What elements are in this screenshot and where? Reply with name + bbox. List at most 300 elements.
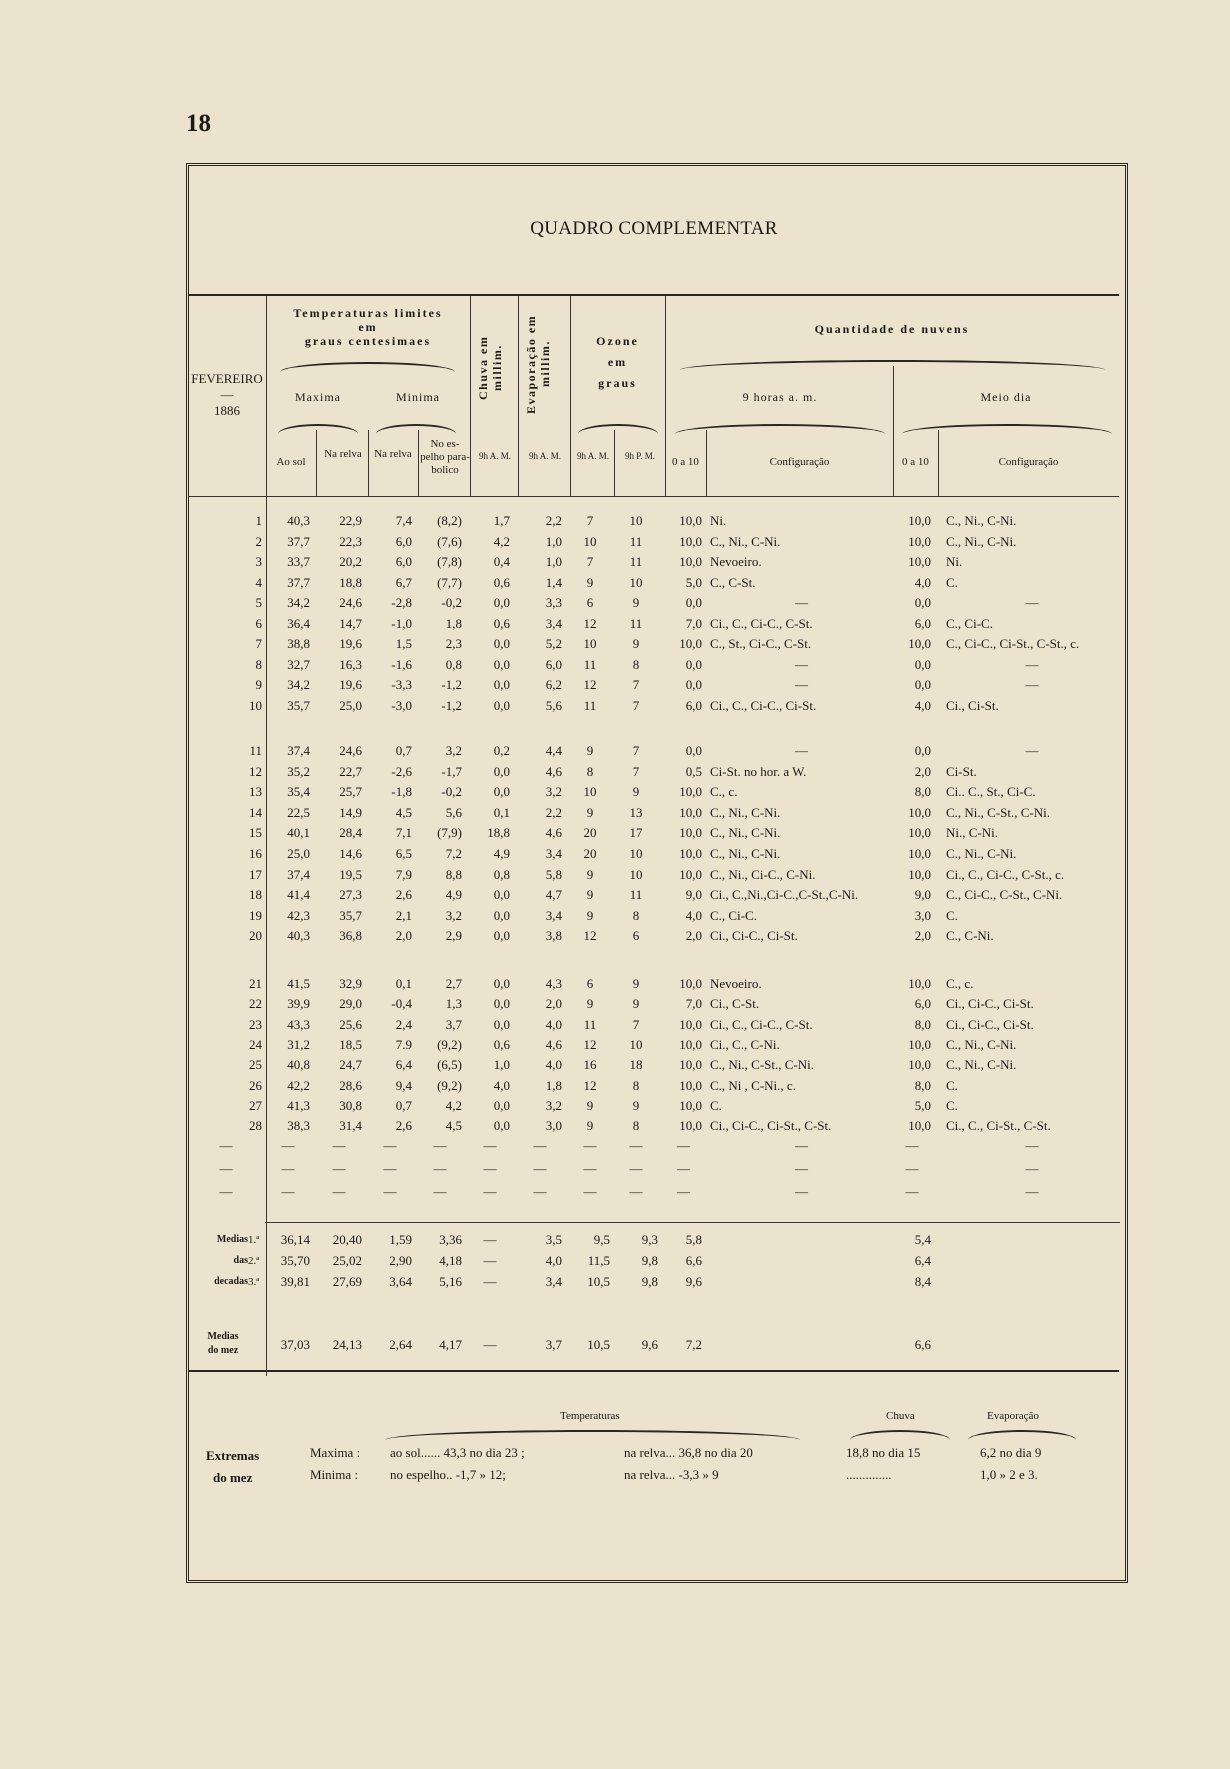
cell-na-relva-max: 16,3 [339,656,362,672]
decada-ozone-am: 10,5 [587,1274,610,1289]
cell-day: 1 [255,513,262,528]
cell-nuvens-md: 9,0 [914,887,931,903]
cell-chuva: 0,0 [493,636,510,651]
cell-na-relva-min: 7.9 [395,1036,412,1052]
zero-dez-header-2: 0 a 10 [902,456,929,468]
cell-evaporacao: 3,2 [545,1097,562,1113]
min-espelho: no espelho.. -1,7 » 12; [390,1467,506,1482]
decadas-label: Medias [216,1234,248,1245]
cell-espelho: — [433,1184,447,1199]
cell-nuvens-md: 10,0 [908,533,931,549]
cell-nuvens-md: 10,0 [908,804,931,820]
cell-na-relva-max: 22,3 [339,533,362,549]
nuvens-header: Quantidade de nuvens [814,322,970,336]
cell-config-md: C., Ni., C-Ni. [946,1036,1017,1052]
decada-evaporacao: 4,0 [545,1253,562,1268]
cell-nuvens-md: 2,0 [914,763,931,779]
min-evap: 1,0 » 2 e 3. [980,1467,1038,1482]
cell-day: 28 [249,1118,262,1134]
cell-evaporacao: — [533,1161,547,1176]
cell-nuvens-md: 5,0 [914,1097,931,1113]
col-divider [570,296,571,496]
cell-ozone-pm: 6 [632,928,640,944]
cell-config-md: Ni., C-Ni. [946,825,998,841]
cell-na-relva-max: 25,7 [339,784,362,800]
cell-day: 15 [249,825,262,841]
cell-na-relva-max: 19,5 [339,866,362,882]
mez-na-relva-max: 24,13 [332,1337,362,1352]
cell-ozone-am: 10 [583,636,597,651]
cell-ozone-am: 9 [586,866,594,882]
cell-config-am: C., Ni , C-Ni., c. [710,1077,796,1093]
decada-na-relva-min: 3,64 [389,1274,412,1289]
cell-ozone-pm: 10 [629,1036,643,1052]
cell-evaporacao: 3,8 [545,928,562,944]
cell-ozone-am: 16 [583,1057,597,1073]
cell-na-relva-max: 29,0 [339,996,362,1012]
cell-day: 16 [249,846,262,861]
cell-day: 26 [249,1077,262,1093]
cell-na-relva-min: 1,5 [395,636,412,651]
cell-ao-sol: — [281,1161,295,1176]
cell-nuvens-md: — [905,1184,919,1199]
cell-ozone-pm: — [629,1161,643,1176]
cell-na-relva-max: 35,7 [339,907,362,923]
cell-na-relva-max: 24,6 [339,743,362,758]
cell-na-relva-min: -1,6 [391,656,412,672]
cell-chuva: 0,0 [493,1097,510,1113]
cell-nuvens-md: 10,0 [908,636,931,651]
decada-na-relva-max: 27,69 [332,1274,362,1289]
cell-day: 21 [249,976,262,991]
cell-ao-sol: 35,7 [287,697,310,713]
cell-day: 17 [249,866,262,882]
cell-ozone-am: 9 [586,743,594,758]
cell-config-am: C., Ni., Ci-C., C-Ni. [710,866,816,882]
cell-espelho: (7,9) [437,825,462,841]
cell-na-relva-min: — [383,1138,397,1153]
cell-nuvens-am: 10,0 [679,554,702,569]
mez-ao-sol: 37,03 [280,1337,310,1352]
cell-evaporacao: 4,6 [545,825,562,841]
cell-nuvens-am: 5,0 [685,574,702,590]
maxima-header: Maxima [295,390,341,404]
cell-nuvens-md: 8,0 [914,1077,931,1093]
cell-config-md: C. [946,1077,958,1093]
cell-na-relva-min: 6,0 [395,533,412,549]
cell-ozone-pm: 9 [632,784,640,800]
cell-ozone-pm: 7 [632,677,640,692]
cell-nuvens-md: 8,0 [914,1016,931,1032]
cell-evaporacao: — [533,1138,547,1153]
cell-chuva: 0,2 [493,743,510,758]
cell-na-relva-min: 2,1 [395,907,412,923]
cell-config-md: — [1025,1161,1039,1176]
mez-nuvens-md: 6,6 [914,1337,931,1352]
cell-nuvens-md: 8,0 [914,784,931,800]
decada-chuva: — [483,1253,497,1268]
mez-label: do mez [207,1345,239,1356]
decada-chuva: — [483,1274,497,1289]
ao-sol-header: Ao sol [276,456,306,468]
cell-ozone-am: 12 [583,1036,597,1052]
cell-ozone-pm: 8 [632,656,640,672]
cell-espelho: 2,3 [445,636,462,651]
header-rule [189,496,1119,497]
cell-chuva: 0,0 [493,996,510,1012]
cell-day: 10 [249,697,262,713]
mez-label: Medias [207,1331,239,1342]
decada-decada: 1.ª [248,1234,260,1246]
cell-day: 19 [249,907,262,923]
cell-evaporacao: 5,2 [545,636,562,651]
max-relva: na relva... 36,8 no dia 20 [624,1445,753,1460]
cell-ao-sol: 40,8 [287,1057,310,1073]
cell-day: — [219,1184,233,1199]
cell-chuva: 1,0 [493,1057,510,1073]
cell-espelho: -0,2 [441,595,462,610]
cell-na-relva-max: 14,9 [339,804,362,820]
decada-ozone-pm: 9,8 [641,1274,658,1289]
monthly-rule [189,1370,1119,1372]
extremos-temp-header: Temperaturas [560,1410,620,1422]
cell-nuvens-am: 2,0 [685,928,702,944]
cell-config-md: Ci., C., Ci-C., C-St., c. [946,866,1065,882]
cell-na-relva-min: -1,0 [391,615,412,631]
cell-config-am: C., c. [710,784,738,800]
cell-na-relva-min: -3,3 [391,677,412,692]
cell-ao-sol: 34,2 [287,677,310,692]
cell-config-md: Ci., Ci-C., Ci-St. [946,996,1034,1012]
min-relva: na relva... -3,3 » 9 [624,1467,719,1482]
mez-nuvens-am: 7,2 [685,1337,702,1352]
cell-ozone-pm: 9 [632,976,640,991]
cell-nuvens-md: 0,0 [914,677,931,692]
cell-na-relva-max: — [332,1184,346,1199]
cell-config-md: — [1025,656,1039,672]
cell-config-am: — [795,1184,808,1199]
cell-chuva: — [483,1138,497,1153]
max-sol: ao sol...... 43,3 no dia 23 ; [390,1445,525,1460]
nine-am-header: 9 horas a. m. [742,390,818,404]
cell-config-md: — [1025,1138,1039,1153]
cell-espelho: -1,2 [441,677,462,692]
cell-espelho: 2,7 [445,976,462,991]
ozone-9pm-header: 9h P. M. [624,451,655,461]
cell-ozone-am: — [583,1161,597,1176]
cell-nuvens-am: 10,0 [679,533,702,549]
cell-nuvens-md: — [905,1161,919,1176]
month-year: 1886 [214,403,240,418]
cell-na-relva-min: -2,6 [391,763,412,779]
na-relva-min-header: Na relva [374,448,412,460]
cell-nuvens-am: — [677,1161,690,1176]
cell-nuvens-am: — [677,1138,690,1153]
cell-ozone-pm: 9 [632,595,640,610]
cell-chuva: 0,8 [493,866,510,882]
cell-nuvens-md: 10,0 [908,513,931,528]
cell-ao-sol: 39,9 [287,996,310,1012]
cell-na-relva-max: 28,6 [339,1077,362,1093]
cell-chuva: 0,0 [493,928,510,944]
cell-ao-sol: 42,3 [287,907,310,923]
cell-chuva: — [483,1184,497,1199]
decada-ozone-am: 11,5 [587,1253,610,1268]
cell-espelho: 1,8 [445,615,462,631]
cell-config-am: C., St., Ci-C., C-St. [710,636,812,651]
cell-espelho: 2,9 [445,928,462,944]
cell-na-relva-min: 2,0 [395,928,412,944]
cell-config-md: C., Ci-C., C-St., C-Ni. [946,887,1063,903]
cell-chuva: 0,0 [493,887,510,903]
cell-config-am: — [795,743,808,758]
cell-day: 20 [249,928,262,944]
cell-chuva: 4,0 [493,1077,510,1093]
cell-ozone-am: 10 [583,533,597,549]
cell-na-relva-min: 7,9 [395,866,412,882]
decada-ozone-pm: 9,3 [641,1232,658,1247]
cell-day: 23 [249,1016,262,1032]
cell-evaporacao: 3,4 [545,846,562,861]
cell-evaporacao: 5,8 [545,866,562,882]
cell-config-md: Ci.. C., St., Ci-C. [946,784,1036,800]
cell-ozone-am: 11 [583,656,597,672]
cell-nuvens-md: — [905,1138,919,1153]
cell-chuva: 0,4 [493,554,510,569]
cell-na-relva-min: 2,4 [395,1016,412,1032]
cell-ao-sol: 32,7 [287,656,310,672]
cell-day: 18 [249,887,262,903]
cell-day: 14 [249,804,262,820]
cell-ao-sol: 42,2 [287,1077,310,1093]
cell-na-relva-max: 32,9 [339,976,362,991]
temp-header-graus: graus centesimaes [304,334,432,348]
cell-ao-sol: 37,4 [287,866,310,882]
cell-na-relva-min: 6,0 [395,554,412,569]
cell-config-md: — [1025,677,1039,692]
cell-nuvens-md: 6,0 [914,996,931,1012]
cell-ozone-am: 9 [586,907,594,923]
cell-nuvens-am: 10,0 [679,1016,702,1032]
cell-nuvens-md: 6,0 [914,615,931,631]
cell-na-relva-min: -0,4 [391,996,412,1012]
cell-nuvens-am: 10,0 [679,846,702,861]
cell-evaporacao: 2,2 [545,513,562,528]
cell-evaporacao: 4,6 [545,1036,562,1052]
cell-espelho: 1,3 [445,996,462,1012]
cell-day: 24 [249,1036,262,1052]
cell-espelho: — [433,1138,447,1153]
cell-nuvens-am: 10,0 [679,1118,702,1134]
cell-espelho: (7,7) [437,574,462,590]
summary-rule [265,1222,1120,1223]
cell-evaporacao: 4,6 [545,763,562,779]
cell-config-am: — [795,656,808,672]
cell-ozone-am: 9 [586,1118,594,1134]
cell-ozone-pm: 8 [632,907,640,923]
cell-espelho: 7,2 [445,846,462,861]
cell-config-md: C., Ni., C-St., C-Ni. [946,804,1051,820]
evap-9am-header: 9h A. M. [528,451,561,461]
cell-day: 6 [255,615,262,631]
cell-ozone-am: 20 [583,846,597,861]
cell-chuva: 0,0 [493,784,510,800]
cell-nuvens-am: 10,0 [679,825,702,841]
cell-ozone-am: 9 [586,574,594,590]
cell-config-am: Ci., Ci-C., Ci-St., C-St. [710,1118,832,1134]
chuva-header: Chuva em millim. [476,335,504,401]
cell-evaporacao: 3,4 [545,907,562,923]
cell-evaporacao: 1,4 [545,574,562,590]
cell-evaporacao: 3,3 [545,595,562,610]
cell-chuva: 0,0 [493,595,510,610]
cell-na-relva-max: 24,6 [339,595,362,610]
cell-nuvens-am: 10,0 [679,976,702,991]
cell-evaporacao: 4,0 [545,1057,562,1073]
cell-config-am: — [795,677,808,692]
decada-ao-sol: 35,70 [280,1253,310,1268]
cell-ozone-am: 11 [583,697,597,713]
cell-config-am: Ci., C., Ci-C., Ci-St. [710,697,817,713]
decada-na-relva-max: 20,40 [332,1232,362,1247]
decada-ao-sol: 36,14 [280,1232,310,1247]
cell-nuvens-am: 4,0 [685,907,702,923]
cell-day: 25 [249,1057,262,1073]
extremos-label: do mez [213,1470,253,1485]
cell-ozone-am: 9 [586,887,594,903]
cell-na-relva-min: 4,5 [395,804,412,820]
cell-nuvens-am: 7,0 [685,996,702,1012]
cell-config-md: Ci., C., Ci-St., C-St. [946,1118,1051,1134]
cell-ao-sol: 37,7 [287,574,310,590]
cell-ozone-pm: 8 [632,1077,640,1093]
cell-config-md: C. [946,574,958,590]
cell-chuva: 0,1 [493,804,510,820]
cell-espelho: (6,5) [437,1057,462,1073]
page-title: QUADRO COMPLEMENTAR [530,218,778,239]
cell-na-relva-min: 6,5 [395,846,412,861]
col-divider [470,296,471,496]
cell-config-am: Nevoeiro. [710,554,762,569]
cell-config-am: Ci-St. no hor. a W. [710,763,807,779]
cell-chuva: 1,7 [493,513,510,528]
cell-ozone-pm: 7 [632,743,640,758]
cell-na-relva-max: — [332,1161,346,1176]
cell-na-relva-max: — [332,1138,346,1153]
config-header-1: Configuração [769,456,830,468]
cell-ao-sol: 22,5 [287,804,310,820]
extremos-evap-header: Evaporação [987,1410,1039,1422]
cell-espelho: 4,9 [445,887,462,903]
cell-day: 8 [255,656,262,672]
config-header-2: Configuração [998,456,1059,468]
cell-ozone-am: 6 [586,976,594,991]
col-divider [368,430,369,496]
cell-ozone-pm: 10 [629,574,643,590]
cell-ozone-am: 12 [583,677,597,692]
cell-evaporacao: — [533,1184,547,1199]
cell-chuva: 0,0 [493,976,510,991]
cell-na-relva-min: -1,8 [391,784,412,800]
cell-nuvens-md: 4,0 [914,697,931,713]
cell-config-md: C., Ni., C-Ni. [946,533,1017,549]
cell-nuvens-am: 10,0 [679,804,702,820]
decada-nuvens-am: 6,6 [685,1253,702,1268]
cell-nuvens-md: 10,0 [908,554,931,569]
cell-evaporacao: 2,0 [545,996,562,1012]
cell-chuva: 0,0 [493,763,510,779]
cell-na-relva-min: 0,7 [395,743,412,758]
cell-evaporacao: 4,0 [545,1016,562,1032]
decada-ozone-am: 9,5 [593,1232,610,1247]
cell-day: 9 [255,677,262,692]
cell-ozone-am: 12 [583,928,597,944]
col-divider [418,430,419,496]
cell-espelho: 4,5 [445,1118,462,1134]
cell-nuvens-am: 10,0 [679,636,702,651]
cell-day: 11 [249,743,262,758]
decadas-label: decadas [214,1276,248,1287]
cell-evaporacao: 3,2 [545,784,562,800]
cell-config-md: Ci-St. [946,763,977,779]
cell-config-am: C., Ni., C-St., C-Ni. [710,1057,815,1073]
cell-evaporacao: 4,7 [545,887,562,903]
cell-nuvens-am: 10,0 [679,866,702,882]
cell-ozone-pm: 7 [632,763,640,779]
cell-chuva: 0,0 [493,907,510,923]
cell-ozone-pm: 7 [632,1016,640,1032]
cell-na-relva-max: 14,6 [339,846,362,861]
cell-config-am: C., Ni., C-Ni. [710,804,781,820]
cell-nuvens-am: 0,0 [685,656,702,672]
cell-ozone-am: 12 [583,1077,597,1093]
cell-config-md: C. [946,907,958,923]
cell-ao-sol: — [281,1184,295,1199]
cell-na-relva-min: 6,7 [395,574,412,590]
cell-config-md: C., Ci-C. [946,615,993,631]
temp-header-em: em [358,320,378,334]
max-chuva: 18,8 no dia 15 [846,1445,921,1460]
cell-ozone-am: 6 [586,595,594,610]
cell-day: 2 [255,533,262,549]
cell-evaporacao: 5,6 [545,697,562,713]
cell-na-relva-max: 25,0 [339,697,362,713]
cell-espelho: 3,7 [445,1016,462,1032]
cell-espelho: 5,6 [445,804,462,820]
max-evap: 6,2 no dia 9 [980,1445,1042,1460]
cell-ozone-pm: 10 [629,866,643,882]
cell-ozone-pm: 9 [632,636,640,651]
cell-config-md: — [1025,1184,1039,1199]
cell-config-am: Ci., C., C-Ni. [710,1036,780,1052]
ozone-header-em: em [607,355,628,369]
cell-evaporacao: 3,4 [545,615,562,631]
cell-espelho: 8,8 [445,866,462,882]
cell-config-am: C., Ni., C-Ni. [710,825,781,841]
cell-ao-sol: 40,3 [287,928,310,944]
extremos-chuva-header: Chuva [886,1410,915,1422]
cell-ozone-pm: 17 [629,825,643,841]
cell-config-am: Ci., C-St. [710,996,760,1012]
col-divider [893,366,894,496]
cell-na-relva-max: 27,3 [339,887,362,903]
cell-ozone-pm: — [629,1138,643,1153]
evap-header: Evaporação em millim. [524,314,552,414]
cell-na-relva-min: — [383,1184,397,1199]
cell-ozone-pm: 8 [632,1118,640,1134]
cell-ao-sol: 35,2 [287,763,310,779]
cell-nuvens-am: 9,0 [685,887,702,903]
